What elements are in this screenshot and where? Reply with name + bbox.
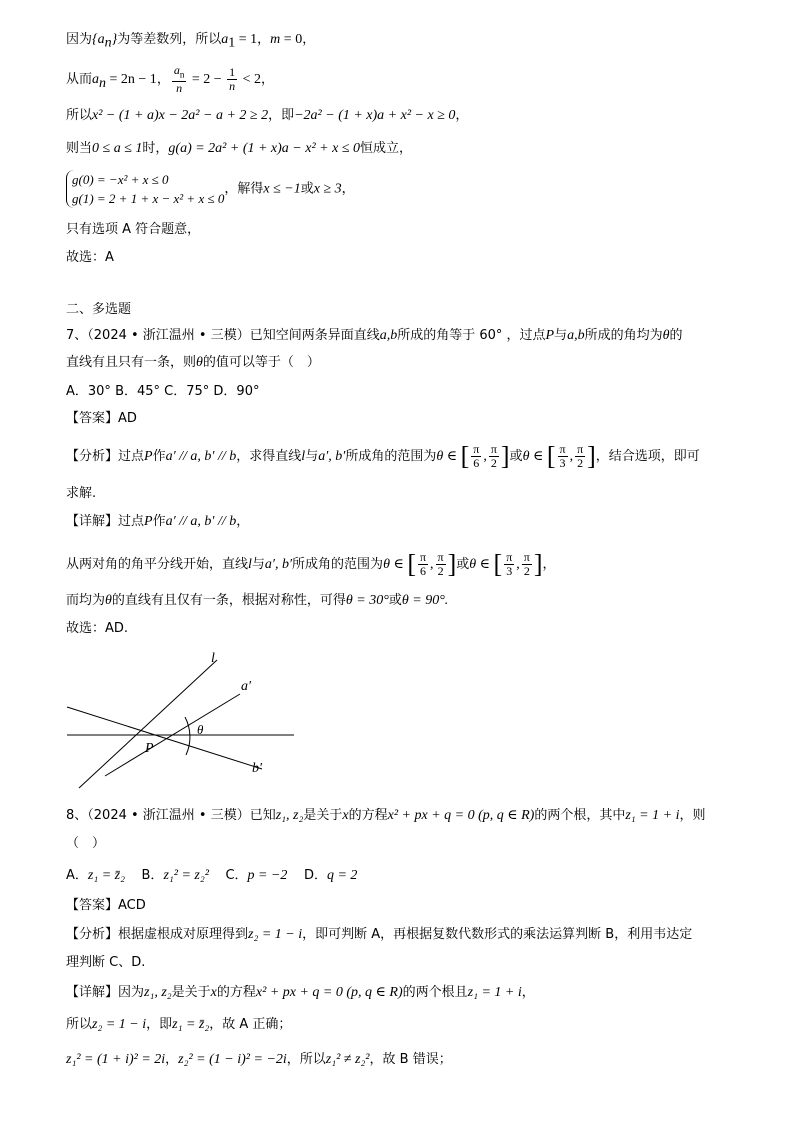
fraction-1-over-n: $\frac{1}{n}$ [229, 65, 236, 94]
label-P: P [145, 741, 154, 756]
q8-answer: 【答案】ACD [66, 898, 146, 913]
q8-detail-line-3: z₁² = (1 + i)² = 2i，z₂² = (1 − i)² = −2i，所以z₁² ≠ z₂²，故 B 错误； [66, 1052, 452, 1067]
fraction-an-over-n: $\frac{a_n}{n}$ [173, 63, 185, 96]
line-b-prime [67, 707, 262, 769]
line-p6-6: 只有选项 A 符合题意， [66, 222, 201, 237]
label-b-prime: b′ [252, 761, 263, 776]
q8-stem-line-1: 8、（2024 • 浙江温州 • 三模）已知z₁, z₂是关于x的方程x² + px + q = 0 (p, q ∈ R)的两个根，其中z₁ = 1 + i，则 [66, 808, 706, 823]
q7-detail-line-1: 【详解】过点P作a′ // a, b′ // b， [66, 514, 250, 529]
q8-detail-line-1: 【详解】因为z₁, z₂是关于x的方程x² + px + q = 0 (p, q ∈ R)的两个根且z₁ = 1 + i， [66, 985, 535, 1000]
angle-arc [185, 717, 190, 755]
q8-analysis-line-2: 理判断 C、D. [66, 955, 146, 970]
q8-analysis-line-1: 【分析】根据虚根成对原理得到z₂ = 1 − i，即可判断 A，再根据复数代数形式的乘法运算判断 B，利用韦达定 [66, 927, 693, 942]
q7-analysis-line-1: 【分析】过点P作a′ // a, b′ // b，求得直线l与a′, b′所成角的范围为θ ∈ [ $\frac{\pi}{6}$ , $\frac{\pi}{2}$ ]或θ ∈ [ $\frac{\pi}{3}$ , $\frac{\pi}{2}$ ]，结合选项，即可 [66, 441, 700, 471]
q7-detail-line-3: 而均为θ的直线有且仅有一条，根据对称性，可得θ = 30°或θ = 90°. [66, 593, 449, 608]
q8-options: A．z₁ = z̄₂ B．z₁² = z₂² C．p = −2 D．q = 2 [66, 868, 358, 883]
label-theta: θ [197, 722, 204, 737]
label-a-prime: a′ [241, 679, 252, 694]
q7-analysis-line-2: 求解. [66, 486, 97, 501]
q8-stem-line-2: （ ） [66, 836, 106, 851]
q8-detail-line-2: 所以z₂ = 1 − i，即z₁ = z̄₂，故 A 正确； [66, 1017, 292, 1032]
label-l: l [211, 651, 215, 666]
q7-answer: 【答案】AD [66, 411, 137, 426]
line-p6-system: g(0) = −x² + x ≤ 0 g(1) = 2 + 1 + x − x² + x ≤ 0，解得x ≤ −1或x ≥ 3， [66, 170, 355, 208]
geometry-figure [60, 648, 300, 800]
q7-stem-line-1: 7、（2024 • 浙江温州 • 三模）已知空间两条异面直线a,b所成的角等于 60° ，过点P与a,b所成的角均为θ的 [66, 328, 683, 343]
section-title: 二、多选题 [66, 302, 132, 317]
line-p6-4: 则当0 ≤ a ≤ 1时，g(a) = 2a² + (1 + x)a − x² + x ≤ 0恒成立， [66, 141, 413, 156]
q7-stem-line-2: 直线有且只有一条，则θ的值可以等于（ ） [66, 355, 320, 370]
line-p6-2: 从而$a_n = 2n - 1$， $\frac{a_n}{n}$ = 2 − $\frac{1}{n}$ < 2， [66, 63, 275, 96]
line-p6-1: 因为$\{a_n\}$为等差数列，所以$a_1 = 1$，m = 0， [66, 32, 316, 51]
line-p6-7: 故选：A [66, 250, 114, 265]
q7-detail-line-2: 从两对角的角平分线开始，直线l与a′, b′所成角的范围为θ ∈ [ $\frac{\pi}{6}$ , $\frac{\pi}{2}$ ]或θ ∈ [ $\frac{\pi}{3}$ , $\frac{\pi}{2}$ ]， [66, 549, 556, 579]
q7-options: A．30° B．45° C．75° D．90° [66, 384, 260, 399]
line-p6-3: 所以x² − (1 + a)x − 2a² − a + 2 ≥ 2，即−2a² − (1 + x)a + x² − x ≥ 0， [66, 108, 469, 123]
equation-system: g(0) = −x² + x ≤ 0 g(1) = 2 + 1 + x − x² + x ≤ 0 [66, 170, 224, 208]
q7-detail-line-4: 故选：AD. [66, 621, 129, 636]
